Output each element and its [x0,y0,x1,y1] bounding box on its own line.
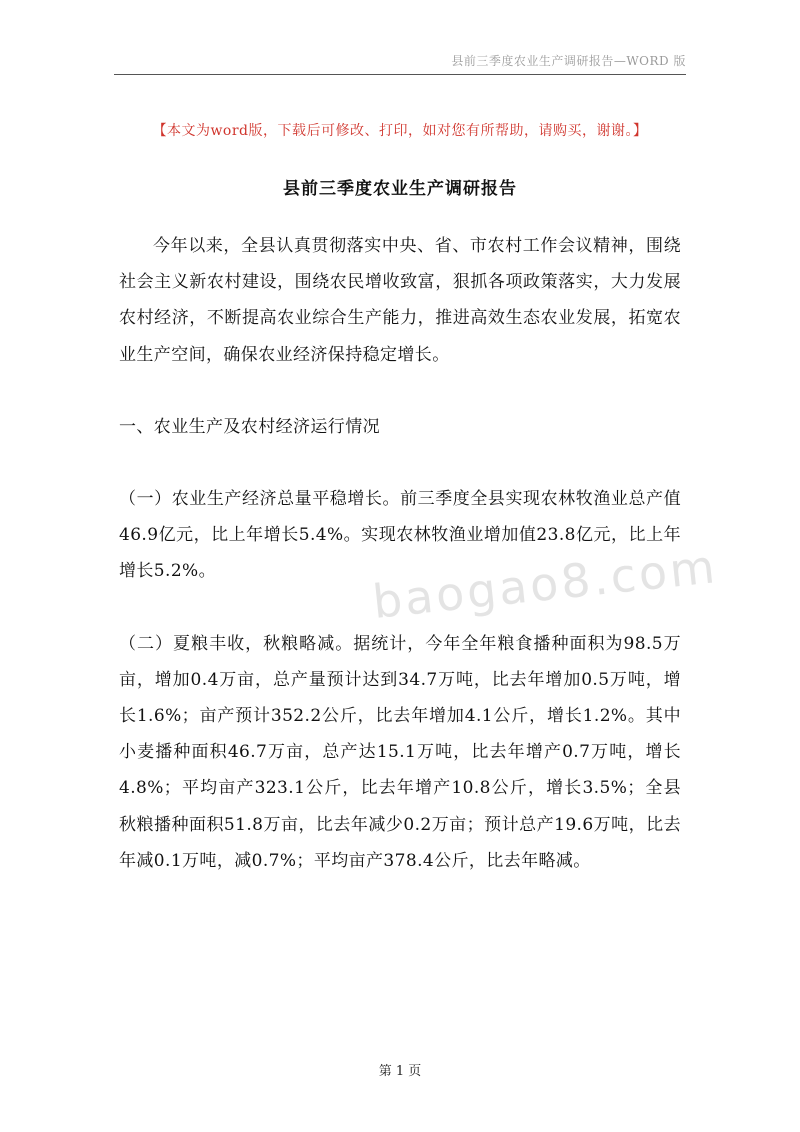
intro-paragraph: 今年以来，全县认真贯彻落实中央、省、市农村工作会议精神，围绕社会主义新农村建设，围绕农民增收致富，狠抓各项政策落实，大力发展农村经济，不断提高农业综合生产能力，推进高效生态农业发展，拓宽农业生产空间，确保农业经济保持稳定增长。 [119,236,681,365]
site-watermark: baogao8.com [370,539,721,629]
paragraph-grain-harvest: （二）夏粮丰收，秋粮略减。据统计，今年全年粮食播种面积为98.5万亩，增加0.4万亩，总产量预计达到34.7万吨，比去年增加0.5万吨，增长1.6%；亩产预计352.2公斤，比去年增加4.1公斤，增长1.2%。其中小麦播种面积46.7万亩，总产达15.1万吨，比去年增产0.7万吨，增长4.8%；平均亩产323.1公斤，比去年增产10.8公斤，增长3.5%；全县秋粮播种面积51.8万亩，比去年减少0.2万亩；预计总产19.6万吨，比去年减0.1万吨，减0.7%；平均亩产378.4公斤，比去年略减。 [119,633,681,871]
purchase-notice: 【本文为word版，下载后可修改、打印，如对您有所帮助，请购买，谢谢。】 [152,123,648,139]
document-title: 县前三季度农业生产调研报告 [283,179,517,199]
page-number: 第 1 页 [378,1064,422,1079]
document-body [119,228,681,879]
header-divider [114,74,686,75]
paragraph-output-growth: （一）农业生产经济总量平稳增长。前三季度全县实现农林牧渔业总产值46.9亿元，比上年增长5.4%。实现农林牧渔业增加值23.8亿元，比上年增长5.2%。 [119,489,681,582]
running-header: 县前三季度农业生产调研报告—WORD 版 [451,54,686,68]
section-heading: 一、农业生产及农村经济运行情况 [119,416,380,437]
